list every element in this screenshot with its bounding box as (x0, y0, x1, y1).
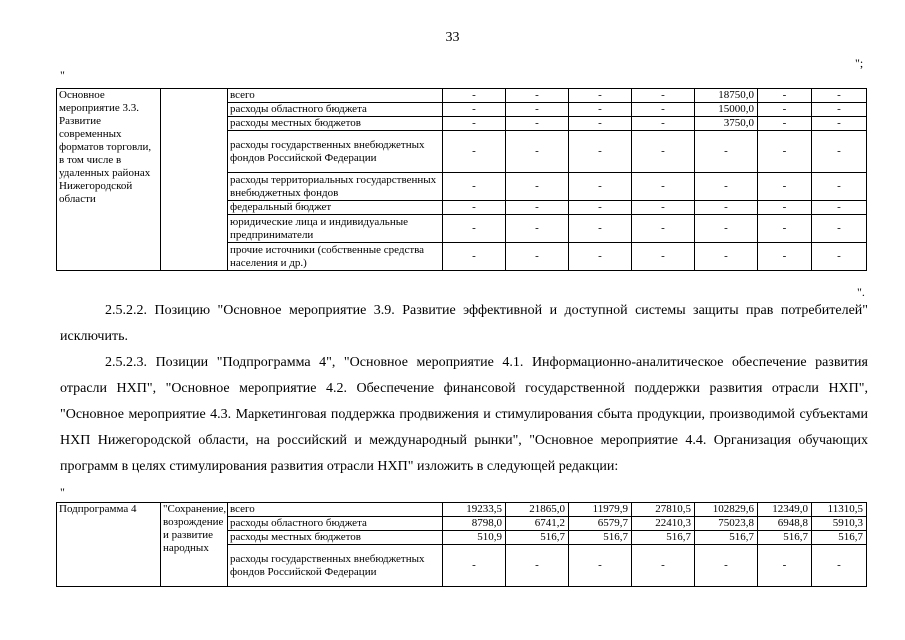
table2-value-cell: 516,7 (812, 531, 867, 545)
table2-value-cell: 6741,2 (506, 517, 569, 531)
table1-value-cell: - (632, 89, 695, 103)
table1-funding-source: расходы территориальных государственных внебюджетных фондов (228, 173, 443, 201)
table1-value-cell: 18750,0 (695, 89, 758, 103)
table1-value-cell: - (569, 215, 632, 243)
table1-value-cell: - (758, 117, 812, 131)
table1-value-cell: - (812, 103, 867, 117)
table1-value-cell: - (812, 243, 867, 271)
table2-value-cell: - (569, 545, 632, 587)
table1-value-cell: - (812, 215, 867, 243)
table2-value-cell: 102829,6 (695, 503, 758, 517)
table1-value-cell: - (632, 215, 695, 243)
page-number: 33 (445, 30, 460, 45)
table2-value-cell: 8798,0 (443, 517, 506, 531)
table1-value-cell: - (758, 89, 812, 103)
table2-value-cell: 5910,3 (812, 517, 867, 531)
paragraph-2-5-2-3-text: 2.5.2.3. Позиции "Подпрограмма 4", "Основное мероприятие 4.1. Информационно-аналитическое обеспечение развития отрасли НХП", "Основное мероприятие 4.2. Обеспечение финансовой государственной поддержки развития отрасли НХП", "Основное мероприятие 4.3. Маркетинговая поддержка продвижения и стимулирования сбыта продукции, производимой субъектами НХП Нижегородской области, на российский и международный рынки", "Основное мероприятие 4.4. Организация обучающих программ в целях стимулирования развития отрасли НХП" изложить в следующей редакции: (60, 355, 868, 474)
table1-value-cell: - (569, 117, 632, 131)
table2-value-cell: 21865,0 (506, 503, 569, 517)
table1-funding-source: расходы местных бюджетов (228, 117, 443, 131)
table2-value-cell: 510,9 (443, 531, 506, 545)
table1-value-cell: - (632, 173, 695, 201)
table2-funding-source: расходы местных бюджетов (228, 531, 443, 545)
opening-quote-1: " (60, 68, 65, 82)
table2-description: "Сохранение, возрождение и развитие народных (161, 503, 228, 587)
table2-value-cell: 11979,9 (569, 503, 632, 517)
table1-value-cell: - (506, 173, 569, 201)
table1-value-cell: - (569, 173, 632, 201)
table2-funding-source: всего (228, 503, 443, 517)
budget-table-measure-3-3 (56, 88, 867, 271)
table1-value-cell: - (812, 117, 867, 131)
table2-value-cell: 22410,3 (632, 517, 695, 531)
table1-value-cell: - (695, 201, 758, 215)
table2-value-cell: 516,7 (695, 531, 758, 545)
table1-value-cell: - (758, 173, 812, 201)
table2-value-cell: 516,7 (632, 531, 695, 545)
table2-value-cell: - (812, 545, 867, 587)
paragraph-2-5-2-2 (60, 298, 868, 350)
table1-value-cell: 3750,0 (695, 117, 758, 131)
table1-value-cell: - (695, 215, 758, 243)
table1-value-cell: - (812, 131, 867, 173)
table1-value-cell: - (758, 215, 812, 243)
table1-value-cell: - (569, 131, 632, 173)
table1-value-cell: - (812, 89, 867, 103)
opening-quote-2: " (60, 485, 65, 499)
closing-quote-top: "; (855, 56, 864, 70)
table1-value-cell: - (812, 201, 867, 215)
closing-quote-mid: ". (857, 285, 865, 299)
table1-value-cell: - (758, 103, 812, 117)
table1-value-cell: - (506, 215, 569, 243)
table2-row (57, 503, 867, 517)
table1-value-cell: - (632, 117, 695, 131)
table1-funding-source: прочие источники (собственные средства населения и др.) (228, 243, 443, 271)
table1-value-cell: - (506, 89, 569, 103)
table1-value-cell: - (569, 103, 632, 117)
table2-value-cell: 75023,8 (695, 517, 758, 531)
table1-value-cell: - (443, 215, 506, 243)
table2-value-cell: 12349,0 (758, 503, 812, 517)
table1-value-cell: - (443, 173, 506, 201)
table1-value-cell: - (569, 89, 632, 103)
table2-value-cell: 516,7 (758, 531, 812, 545)
budget-table-subprogram-4 (56, 502, 867, 587)
table1-value-cell: - (812, 173, 867, 201)
paragraph-2-5-2-3 (60, 350, 868, 480)
table1-value-cell: - (443, 117, 506, 131)
table2-funding-source: расходы областного бюджета (228, 517, 443, 531)
table1-value-cell: - (506, 131, 569, 173)
table1-value-cell: - (758, 201, 812, 215)
table1-value-cell: - (506, 201, 569, 215)
table1-funding-source: расходы областного бюджета (228, 103, 443, 117)
table1-funding-source: юридические лица и индивидуальные предприниматели (228, 215, 443, 243)
table2-value-cell: 516,7 (569, 531, 632, 545)
table1-value-cell: - (506, 103, 569, 117)
table1-description (161, 89, 228, 271)
table2-value-cell: 6948,8 (758, 517, 812, 531)
table1-value-cell: - (443, 201, 506, 215)
table1-value-cell: - (632, 201, 695, 215)
table1-value-cell: - (695, 131, 758, 173)
table2-value-cell: - (758, 545, 812, 587)
table2-value-cell: - (443, 545, 506, 587)
table1-value-cell: - (506, 117, 569, 131)
table2-value-cell: 516,7 (506, 531, 569, 545)
table1-value-cell: - (632, 243, 695, 271)
table1-value-cell: - (443, 131, 506, 173)
table1-value-cell: - (632, 103, 695, 117)
table1-value-cell: - (758, 131, 812, 173)
table1-value-cell: - (695, 243, 758, 271)
table2-value-cell: 19233,5 (443, 503, 506, 517)
table1-funding-source: федеральный бюджет (228, 201, 443, 215)
table2-value-cell: 11310,5 (812, 503, 867, 517)
table1-value-cell: 15000,0 (695, 103, 758, 117)
table1-value-cell: - (695, 173, 758, 201)
table2-value-cell: - (506, 545, 569, 587)
table1-row (57, 89, 867, 103)
table1-value-cell: - (443, 103, 506, 117)
table2-funding-source: расходы государственных внебюджетных фондов Российской Федерации (228, 545, 443, 587)
table2-value-cell: - (632, 545, 695, 587)
table2-value-cell: - (695, 545, 758, 587)
table1-value-cell: - (506, 243, 569, 271)
table2-measure-label: Подпрограмма 4 (57, 503, 161, 587)
table1-funding-source: расходы государственных внебюджетных фондов Российской Федерации (228, 131, 443, 173)
paragraph-2-5-2-2-text: 2.5.2.2. Позицию "Основное мероприятие 3.9. Развитие эффективной и доступной системы защиты прав потребителей" исключить. (60, 303, 868, 344)
table1-value-cell: - (443, 243, 506, 271)
table1-value-cell: - (758, 243, 812, 271)
table1-funding-source: всего (228, 89, 443, 103)
table1-value-cell: - (569, 201, 632, 215)
table2-value-cell: 6579,7 (569, 517, 632, 531)
table1-value-cell: - (569, 243, 632, 271)
table1-value-cell: - (632, 131, 695, 173)
table1-measure-label: Основное мероприятие 3.3. Развитие современных форматов торговли, в том числе в удаленных районах Нижегородской области (57, 89, 161, 271)
table1-value-cell: - (443, 89, 506, 103)
table2-value-cell: 27810,5 (632, 503, 695, 517)
